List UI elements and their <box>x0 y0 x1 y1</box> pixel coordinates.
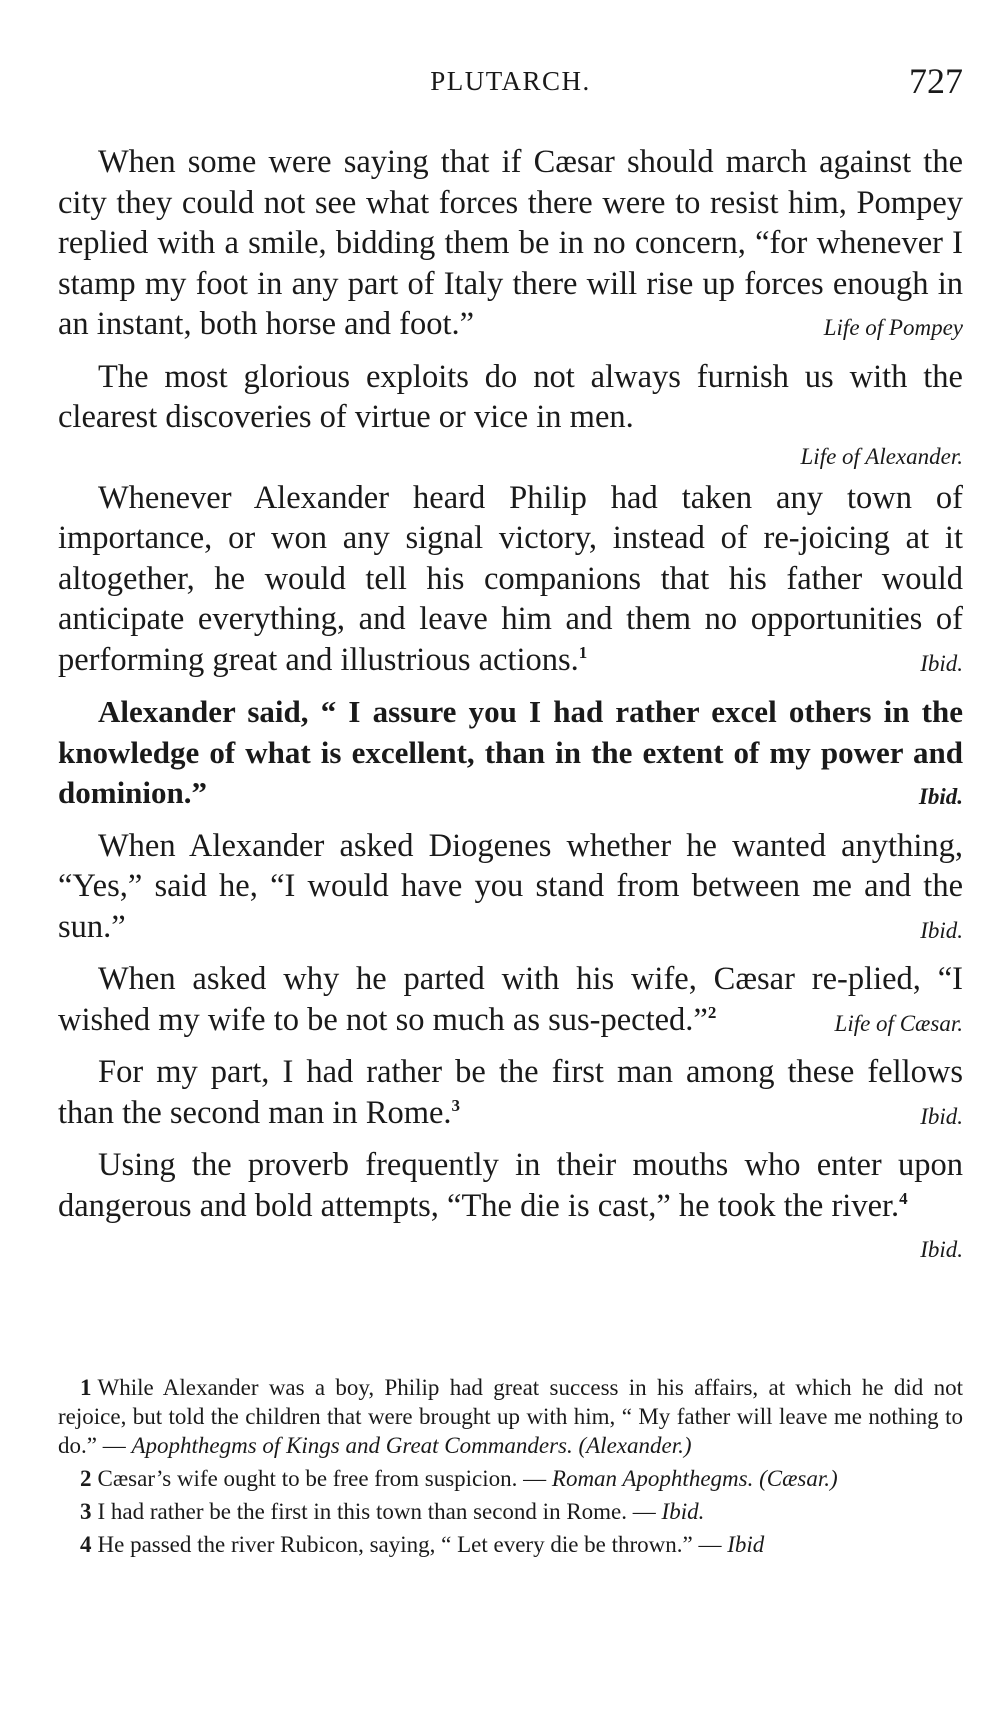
quotation-entry <box>58 478 963 681</box>
quotation-list <box>58 142 963 1267</box>
footnote-number: 3 <box>80 1499 92 1524</box>
quotation-entry <box>58 1145 963 1262</box>
footnote-number: 1 <box>80 1375 92 1400</box>
footnote-number: 4 <box>80 1532 92 1557</box>
quotation-attribution: Ibid. <box>920 650 963 676</box>
footnote-source: Roman Apophthegms. (Cæsar.) <box>551 1466 838 1491</box>
footnote-source: Ibid. <box>661 1499 705 1524</box>
quotation-attribution: Life of Alexander. <box>800 443 963 469</box>
quotation-entry <box>58 692 963 814</box>
quotation-text: Using the proverb frequently in their mouths who enter upon dangerous and bold attempts, “The die is cast,” he took the river. <box>58 1147 963 1224</box>
footnote-text: While Alexander was a boy, Philip had great success in his affairs, at which he did not rejoice, but told the children that were brought up with him, “ My father will leave me nothing to do.” — <box>58 1375 963 1458</box>
quotation-text: When some were saying that if Cæsar should march against the city they could not see what forces there were to resist him, Pompey replied with a smile, bidding them be in no concern, “for whenever I stamp my foot in any part of Italy there will rise up forces enough in an instant, both horse and foot.” <box>58 144 963 342</box>
page-header <box>58 60 963 110</box>
quotation-text: Whenever Alexander heard Philip had taken any town of importance, or won any signal victory, instead of re-joicing at it altogether, he would tell his companions that his father would anticipate everything, and leave him and them no opportunities of performing great and illustrious actions. <box>58 479 963 678</box>
footnote-ref: 3 <box>451 1095 461 1115</box>
quotation-entry <box>58 1052 963 1133</box>
quotation-attribution: Ibid. <box>920 1237 963 1262</box>
quotation-entry <box>58 959 963 1040</box>
quotation-text: The most glorious exploits do not always furnish us with the clearest discoveries of virtue or vice in men. <box>58 358 963 435</box>
quotation-attribution: Ibid. <box>920 1103 963 1129</box>
quotation-text: Alexander said, “ I assure you I had rather excel others in the knowledge of what is excellent, than in the extent of my power and dominion.” <box>58 694 963 810</box>
footnote <box>58 1530 963 1559</box>
footnote-text: I had rather be the first in this town than second in Rome. — <box>97 1499 656 1524</box>
footnote-ref: 4 <box>899 1188 908 1208</box>
quotation-attribution: Ibid. <box>920 917 963 943</box>
footnote-number: 2 <box>80 1466 92 1491</box>
footnote-source: Apophthegms of Kings and Great Commanders. (Alexander.) <box>131 1433 692 1458</box>
quotation-entry <box>58 357 963 468</box>
footnote-text: Cæsar’s wife ought to be free from suspicion. — <box>97 1466 547 1491</box>
quotation-text: For my part, I had rather be the first man among these fellows than the second man in Rome. <box>58 1054 963 1131</box>
quotation-attribution: Life of Cæsar. <box>834 1010 963 1036</box>
quotation-text: When asked why he parted with his wife, Cæsar re-plied, “I wished my wife to be not so much as sus-pected.” <box>58 961 963 1038</box>
footnote <box>58 1373 963 1460</box>
footnote-ref: 2 <box>707 1002 717 1022</box>
page-number: 727 <box>909 61 963 101</box>
quotation-attribution: Ibid. <box>918 784 963 809</box>
footnote-ref: 1 <box>578 642 588 662</box>
footnote <box>58 1497 963 1526</box>
footnote-text: He passed the river Rubicon, saying, “ Let every die be thrown.” — <box>97 1532 722 1557</box>
footnotes <box>58 1373 963 1563</box>
quotation-entry <box>58 826 963 948</box>
footnote <box>58 1464 963 1493</box>
quotation-entry <box>58 142 963 345</box>
footnote-source: Ibid <box>727 1532 765 1557</box>
book-page <box>58 0 963 1717</box>
quotation-text: When Alexander asked Diogenes whether he wanted anything, “Yes,” said he, “I would have you stand from between me and the sun.” <box>58 827 963 945</box>
quotation-attribution: Life of Pompey <box>823 315 963 340</box>
running-head: PLUTARCH. <box>430 66 591 96</box>
